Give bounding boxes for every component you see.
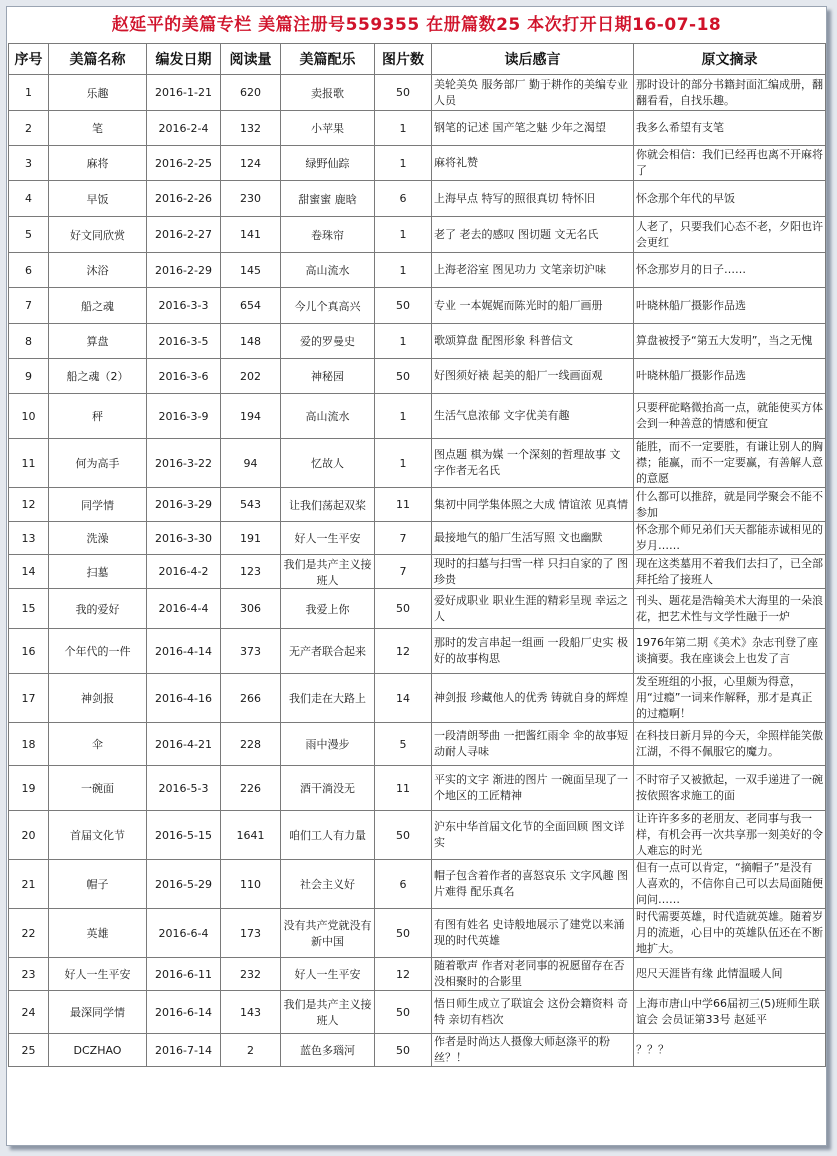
table-row [9, 439, 826, 488]
table-row [9, 674, 826, 723]
cell-comments: 图点题 棋为媒 一个深刻的哲理故事 文字作者无名氏 [432, 439, 634, 488]
cell-article-name: 洗澡 [49, 522, 147, 555]
cell-article-name: 笔 [49, 111, 147, 146]
cell-image-count: 50 [375, 991, 432, 1034]
cell-image-count: 1 [375, 439, 432, 488]
header-article-name: 美篇名称 [49, 44, 147, 75]
cell-excerpt: 什么都可以推辞，就是同学聚会不能不参加 [634, 488, 826, 522]
cell-publish-date: 2016-4-16 [147, 674, 221, 723]
cell-index: 4 [9, 181, 49, 217]
header-comments: 读后感言 [432, 44, 634, 75]
header-image-count: 图片数 [375, 44, 432, 75]
cell-excerpt: 怀念那个年代的早饭 [634, 181, 826, 217]
cell-excerpt: 发至班组的小报，心里颇为得意，用“过瘾”一词来作解释，那才是真正的过瘾啊！ [634, 674, 826, 723]
cell-image-count: 50 [375, 909, 432, 958]
cell-read-count: 194 [221, 394, 281, 439]
cell-music: 忆故人 [281, 439, 375, 488]
table-row [9, 146, 826, 181]
cell-comments: 随着歌声 作者对老同事的祝愿留存在否没相聚时的合影里 [432, 958, 634, 991]
cell-read-count: 543 [221, 488, 281, 522]
cell-comments: 专业 一本娓娓而陈光时的船厂画册 [432, 288, 634, 324]
cell-image-count: 1 [375, 111, 432, 146]
cell-publish-date: 2016-4-14 [147, 629, 221, 674]
cell-comments: 帽子包含着作者的喜怒哀乐 文字风趣 图片难得 配乐真名 [432, 860, 634, 909]
cell-publish-date: 2016-3-30 [147, 522, 221, 555]
cell-comments: 集初中同学集体照之大成 情谊浓 见真情 [432, 488, 634, 522]
table-row [9, 860, 826, 909]
cell-publish-date: 2016-3-22 [147, 439, 221, 488]
cell-music: 好人一生平安 [281, 958, 375, 991]
header-publish-date: 编发日期 [147, 44, 221, 75]
cell-image-count: 6 [375, 181, 432, 217]
cell-index: 13 [9, 522, 49, 555]
cell-comments: 麻将礼赞 [432, 146, 634, 181]
cell-music: 绿野仙踪 [281, 146, 375, 181]
cell-image-count: 6 [375, 860, 432, 909]
cell-read-count: 228 [221, 723, 281, 766]
cell-comments: 现时的扫墓与扫雪一样 只扫自家的了 图珍贵 [432, 555, 634, 589]
cell-publish-date: 2016-3-5 [147, 324, 221, 359]
cell-index: 9 [9, 359, 49, 394]
cell-image-count: 11 [375, 488, 432, 522]
table-row [9, 991, 826, 1034]
cell-comments: 一段清朗琴曲 一把酱红雨伞 伞的故事短动耐人寻味 [432, 723, 634, 766]
cell-publish-date: 2016-3-6 [147, 359, 221, 394]
cell-read-count: 373 [221, 629, 281, 674]
cell-excerpt: 叶晓林船厂摄影作品选 [634, 288, 826, 324]
cell-music: 雨中漫步 [281, 723, 375, 766]
cell-comments: 歌颂算盘 配图形象 科普信文 [432, 324, 634, 359]
cell-music: 甜蜜蜜 鹿晗 [281, 181, 375, 217]
cell-publish-date: 2016-5-3 [147, 766, 221, 811]
cell-image-count: 50 [375, 811, 432, 860]
cell-comments: 老了 老去的感叹 图切题 文无名氏 [432, 217, 634, 253]
cell-read-count: 232 [221, 958, 281, 991]
cell-image-count: 12 [375, 958, 432, 991]
cell-index: 10 [9, 394, 49, 439]
cell-music: 咱们工人有力量 [281, 811, 375, 860]
table-row [9, 766, 826, 811]
table-body [9, 75, 826, 1067]
cell-music: 酒干淌没无 [281, 766, 375, 811]
table-row [9, 1034, 826, 1067]
cell-image-count: 50 [375, 288, 432, 324]
cell-publish-date: 2016-6-4 [147, 909, 221, 958]
cell-article-name: 秤 [49, 394, 147, 439]
cell-comments: 生活气息浓郁 文字优美有趣 [432, 394, 634, 439]
cell-publish-date: 2016-2-27 [147, 217, 221, 253]
cell-comments: 上海老浴室 图见功力 文笔亲切沪味 [432, 253, 634, 288]
cell-publish-date: 2016-4-4 [147, 589, 221, 629]
table-row [9, 111, 826, 146]
cell-read-count: 173 [221, 909, 281, 958]
cell-article-name: 同学情 [49, 488, 147, 522]
cell-excerpt: ？？？ [634, 1034, 826, 1067]
cell-image-count: 7 [375, 522, 432, 555]
cell-article-name: 一碗面 [49, 766, 147, 811]
cell-image-count: 11 [375, 766, 432, 811]
cell-read-count: 124 [221, 146, 281, 181]
cell-index: 1 [9, 75, 49, 111]
cell-image-count: 1 [375, 394, 432, 439]
table-row [9, 253, 826, 288]
cell-image-count: 7 [375, 555, 432, 589]
cell-index: 15 [9, 589, 49, 629]
cell-index: 7 [9, 288, 49, 324]
cell-publish-date: 2016-3-29 [147, 488, 221, 522]
cell-index: 6 [9, 253, 49, 288]
table-row [9, 555, 826, 589]
cell-comments: 有图有姓名 史诗般地展示了建党以来涌现的时代英雄 [432, 909, 634, 958]
cell-article-name: 船之魂 [49, 288, 147, 324]
table-row [9, 629, 826, 674]
cell-article-name: 算盘 [49, 324, 147, 359]
cell-excerpt: 只要秤砣略微抬高一点，就能使买方体会到一种善意的情感和便宜 [634, 394, 826, 439]
cell-excerpt: 算盘被授予“第五大发明”，当之无愧 [634, 324, 826, 359]
cell-excerpt: 但有一点可以肯定，“摘帽子”是没有人喜欢的，不信你自己可以去局面随便问问…… [634, 860, 826, 909]
cell-read-count: 191 [221, 522, 281, 555]
header-read-count: 阅读量 [221, 44, 281, 75]
cell-read-count: 306 [221, 589, 281, 629]
cell-index: 25 [9, 1034, 49, 1067]
cell-image-count: 1 [375, 217, 432, 253]
cell-excerpt: 1976年第二期《美术》杂志刊登了座谈摘要。我在座谈会上也发了言 [634, 629, 826, 674]
cell-read-count: 266 [221, 674, 281, 723]
cell-music: 小苹果 [281, 111, 375, 146]
table-row [9, 488, 826, 522]
cell-publish-date: 2016-3-3 [147, 288, 221, 324]
cell-read-count: 143 [221, 991, 281, 1034]
cell-article-name: 早饭 [49, 181, 147, 217]
cell-music: 无产者联合起来 [281, 629, 375, 674]
cell-article-name: 沐浴 [49, 253, 147, 288]
cell-image-count: 50 [375, 1034, 432, 1067]
table-row [9, 589, 826, 629]
cell-publish-date: 2016-2-29 [147, 253, 221, 288]
cell-index: 14 [9, 555, 49, 589]
header-row [9, 44, 826, 75]
cell-article-name: DCZHAO [49, 1034, 147, 1067]
cell-publish-date: 2016-5-29 [147, 860, 221, 909]
cell-excerpt: 现在这类墓用不着我们去扫了，已全部拜托给了接班人 [634, 555, 826, 589]
cell-excerpt: 不时帘子又被掀起，一双手递进了一碗按依照客求施工的面 [634, 766, 826, 811]
cell-excerpt: 时代需要英雄，时代造就英雄。随着岁月的流逝，心目中的英雄队伍还在不断地扩大。 [634, 909, 826, 958]
table-row [9, 181, 826, 217]
cell-index: 21 [9, 860, 49, 909]
cell-comments: 爱好成职业 职业生涯的精彩呈现 幸运之人 [432, 589, 634, 629]
table-row [9, 217, 826, 253]
cell-image-count: 12 [375, 629, 432, 674]
page-title: 赵延平的美篇专栏 美篇注册号559355 在册篇数25 本次打开日期16-07-18 [111, 15, 722, 35]
cell-index: 16 [9, 629, 49, 674]
cell-comments: 美轮美奂 服务部厂 勤于耕作的美编专业人员 [432, 75, 634, 111]
cell-comments: 平实的文字 渐进的图片 一碗面呈现了一个地区的工匠精神 [432, 766, 634, 811]
cell-read-count: 94 [221, 439, 281, 488]
cell-publish-date: 2016-6-11 [147, 958, 221, 991]
cell-comments: 悟日师生成立了联谊会 这份会籍资料 奇特 亲切有档次 [432, 991, 634, 1034]
table-row [9, 288, 826, 324]
cell-index: 22 [9, 909, 49, 958]
cell-article-name: 个年代的一件 [49, 629, 147, 674]
cell-music: 神秘园 [281, 359, 375, 394]
cell-excerpt: 叶晓林船厂摄影作品选 [634, 359, 826, 394]
cell-image-count: 50 [375, 359, 432, 394]
table-row [9, 359, 826, 394]
cell-publish-date: 2016-1-21 [147, 75, 221, 111]
cell-article-name: 船之魂（2） [49, 359, 147, 394]
cell-read-count: 132 [221, 111, 281, 146]
article-table [8, 43, 826, 1067]
cell-music: 好人一生平安 [281, 522, 375, 555]
cell-article-name: 扫墓 [49, 555, 147, 589]
header-index: 序号 [9, 44, 49, 75]
cell-music: 我们走在大路上 [281, 674, 375, 723]
cell-comments: 上海早点 特写的照很真切 特怀旧 [432, 181, 634, 217]
cell-music: 高山流水 [281, 394, 375, 439]
cell-article-name: 首届文化节 [49, 811, 147, 860]
cell-read-count: 226 [221, 766, 281, 811]
cell-article-name: 好人一生平安 [49, 958, 147, 991]
cell-index: 17 [9, 674, 49, 723]
cell-index: 20 [9, 811, 49, 860]
cell-music: 没有共产党就没有新中国 [281, 909, 375, 958]
table-row [9, 522, 826, 555]
cell-read-count: 141 [221, 217, 281, 253]
cell-comments: 作者是时尚达人摄像大师赵涤平的粉丝？！ [432, 1034, 634, 1067]
table-row [9, 958, 826, 991]
cell-index: 8 [9, 324, 49, 359]
cell-publish-date: 2016-7-14 [147, 1034, 221, 1067]
cell-index: 2 [9, 111, 49, 146]
cell-article-name: 麻将 [49, 146, 147, 181]
table-row [9, 75, 826, 111]
cell-article-name: 最深同学情 [49, 991, 147, 1034]
cell-excerpt: 能胜，而不一定要胜，有谦让别人的胸襟；能赢，而不一定要赢，有善解人意的意愿 [634, 439, 826, 488]
cell-music: 我们是共产主义接班人 [281, 991, 375, 1034]
cell-read-count: 202 [221, 359, 281, 394]
cell-read-count: 2 [221, 1034, 281, 1067]
cell-comments: 那时的发言串起一组画 一段船厂史实 极好的故事构思 [432, 629, 634, 674]
cell-index: 5 [9, 217, 49, 253]
cell-index: 23 [9, 958, 49, 991]
cell-music: 卖报歌 [281, 75, 375, 111]
cell-music: 社会主义好 [281, 860, 375, 909]
table-row [9, 394, 826, 439]
cell-article-name: 帽子 [49, 860, 147, 909]
cell-publish-date: 2016-2-26 [147, 181, 221, 217]
cell-index: 19 [9, 766, 49, 811]
cell-music: 高山流水 [281, 253, 375, 288]
document-frame [6, 6, 827, 1146]
cell-index: 12 [9, 488, 49, 522]
cell-excerpt: 人老了，只要我们心态不老，夕阳也许会更红 [634, 217, 826, 253]
cell-excerpt: 咫尺天涯皆有缘 此情温暖人间 [634, 958, 826, 991]
header-music: 美篇配乐 [281, 44, 375, 75]
cell-image-count: 1 [375, 253, 432, 288]
cell-music: 今儿个真高兴 [281, 288, 375, 324]
cell-read-count: 230 [221, 181, 281, 217]
cell-read-count: 654 [221, 288, 281, 324]
cell-publish-date: 2016-4-21 [147, 723, 221, 766]
table-row [9, 811, 826, 860]
cell-publish-date: 2016-2-25 [147, 146, 221, 181]
cell-read-count: 620 [221, 75, 281, 111]
cell-index: 3 [9, 146, 49, 181]
cell-article-name: 我的爱好 [49, 589, 147, 629]
cell-read-count: 1641 [221, 811, 281, 860]
cell-article-name: 神剑报 [49, 674, 147, 723]
cell-music: 卷珠帘 [281, 217, 375, 253]
cell-music: 蓝色多瑙河 [281, 1034, 375, 1067]
cell-image-count: 50 [375, 589, 432, 629]
cell-publish-date: 2016-6-14 [147, 991, 221, 1034]
cell-excerpt: 怀念那岁月的日子…… [634, 253, 826, 288]
cell-music: 我爱上你 [281, 589, 375, 629]
table-row [9, 909, 826, 958]
cell-publish-date: 2016-5-15 [147, 811, 221, 860]
cell-read-count: 148 [221, 324, 281, 359]
cell-article-name: 乐趣 [49, 75, 147, 111]
cell-excerpt: 你就会相信：我们已经再也离不开麻将了 [634, 146, 826, 181]
cell-excerpt: 那时设计的部分书籍封面汇编成册，翻翻看看，自找乐趣。 [634, 75, 826, 111]
cell-read-count: 123 [221, 555, 281, 589]
cell-article-name: 好文同欣赏 [49, 217, 147, 253]
cell-music: 让我们荡起双桨 [281, 488, 375, 522]
cell-article-name: 英雄 [49, 909, 147, 958]
cell-article-name: 何为高手 [49, 439, 147, 488]
cell-image-count: 1 [375, 146, 432, 181]
cell-index: 24 [9, 991, 49, 1034]
cell-comments: 沪东中华首届文化节的全面回顾 图文详实 [432, 811, 634, 860]
cell-comments: 好图须好裱 起美的船厂一线画面观 [432, 359, 634, 394]
cell-excerpt: 我多么希望有支笔 [634, 111, 826, 146]
table-row [9, 723, 826, 766]
cell-publish-date: 2016-4-2 [147, 555, 221, 589]
cell-read-count: 110 [221, 860, 281, 909]
cell-article-name: 伞 [49, 723, 147, 766]
table-row [9, 324, 826, 359]
cell-image-count: 50 [375, 75, 432, 111]
cell-comments: 钢笔的记述 国产笔之魅 少年之渴望 [432, 111, 634, 146]
cell-index: 11 [9, 439, 49, 488]
cell-excerpt: 让许许多多的老朋友、老同事与我一样，有机会再一次共享那一刻美好的令人难忘的时光 [634, 811, 826, 860]
cell-comments: 神剑报 珍藏他人的优秀 铸就自身的辉煌 [432, 674, 634, 723]
cell-excerpt: 刊头、题花是浩翰美术大海里的一朵浪花，把艺术性与文学性融于一炉 [634, 589, 826, 629]
cell-comments: 最接地气的船厂生活写照 文也幽默 [432, 522, 634, 555]
cell-image-count: 14 [375, 674, 432, 723]
cell-read-count: 145 [221, 253, 281, 288]
header-excerpt: 原文摘录 [634, 44, 826, 75]
cell-music: 我们是共产主义接班人 [281, 555, 375, 589]
cell-excerpt: 在科技日新月异的今天，伞照样能笑傲江湖，不得不佩服它的魔力。 [634, 723, 826, 766]
cell-index: 18 [9, 723, 49, 766]
cell-publish-date: 2016-2-4 [147, 111, 221, 146]
cell-publish-date: 2016-3-9 [147, 394, 221, 439]
cell-music: 爱的罗曼史 [281, 324, 375, 359]
cell-image-count: 1 [375, 324, 432, 359]
cell-image-count: 5 [375, 723, 432, 766]
cell-excerpt: 上海市唐山中学66届初三(5)班师生联谊会 会员证第33号 赵延平 [634, 991, 826, 1034]
cell-excerpt: 怀念那个师兄弟们天天都能赤诚相见的岁月…… [634, 522, 826, 555]
